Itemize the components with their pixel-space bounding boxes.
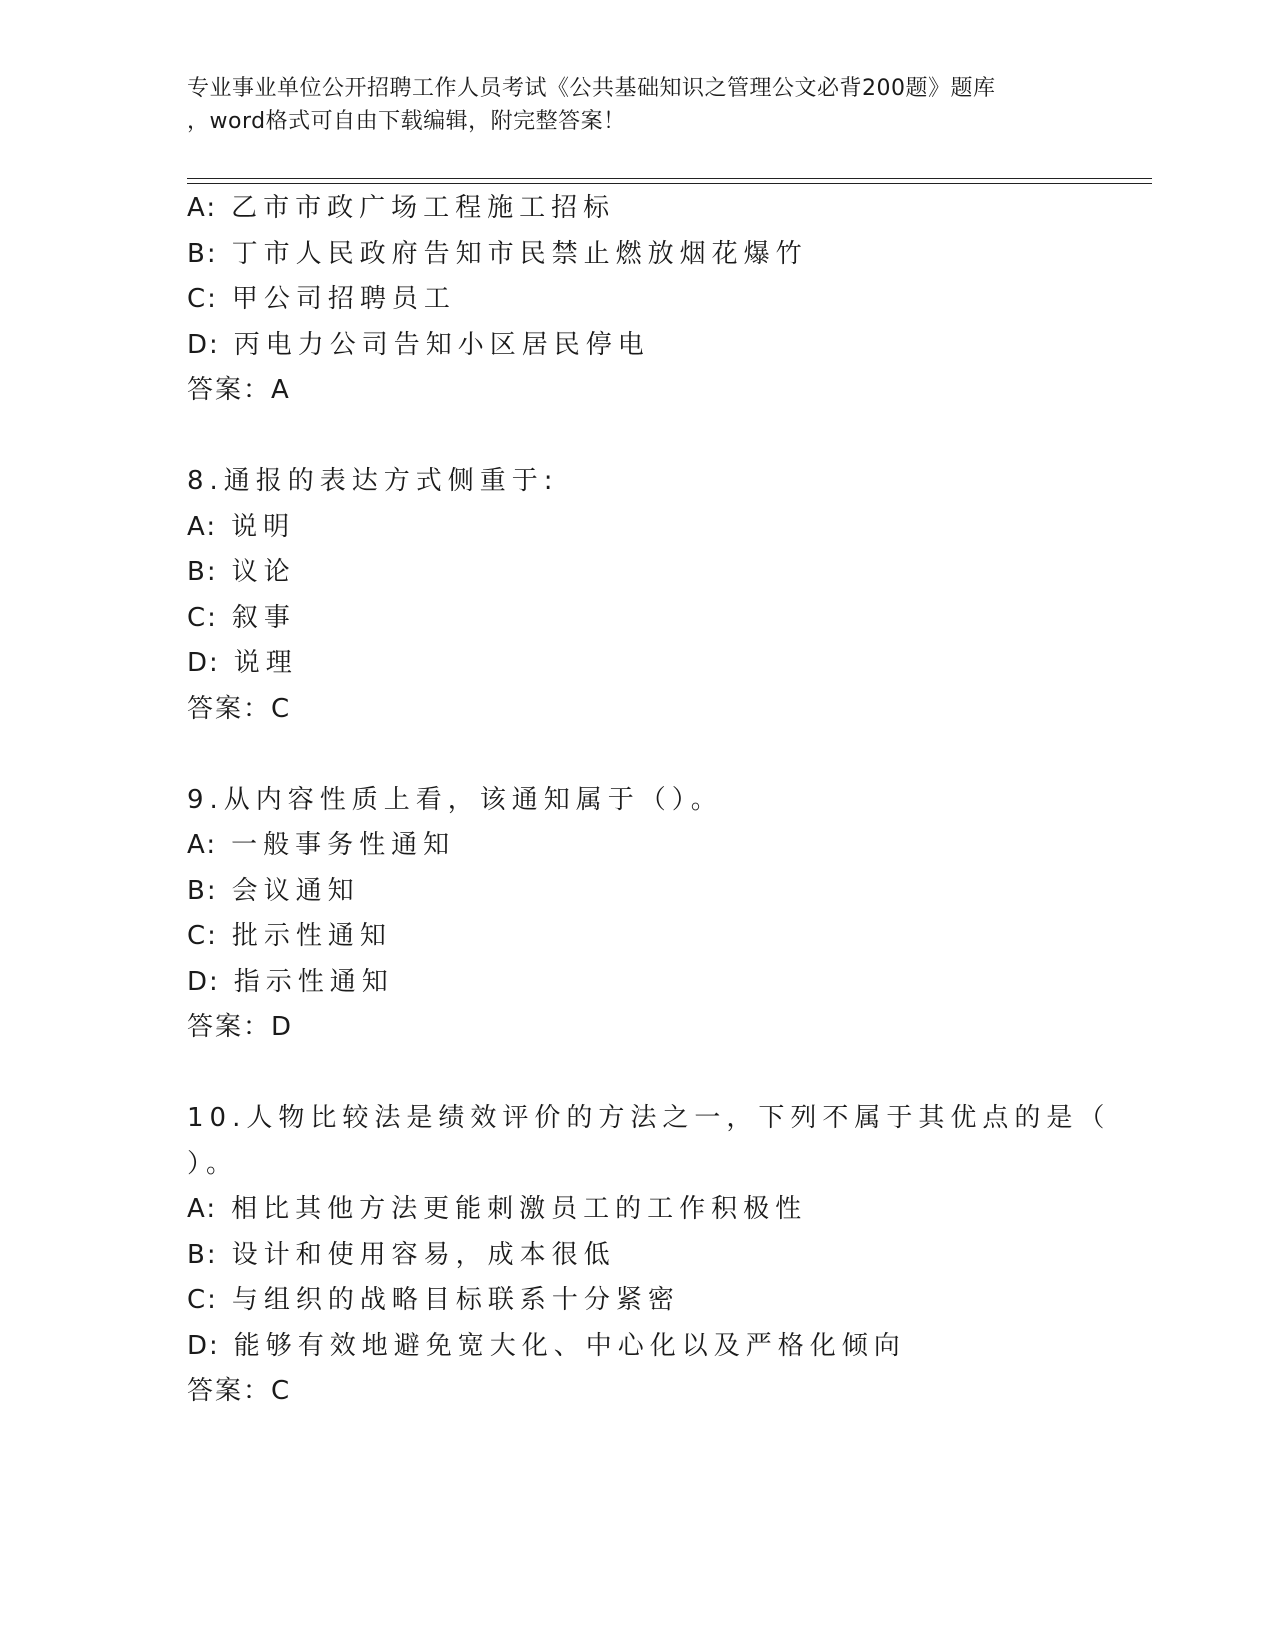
option-d: [187, 960, 1147, 1006]
question-block: [187, 459, 1147, 732]
answer-label: 答案：: [187, 1012, 272, 1042]
option-text: 设计和使用容易，成本很低: [231, 1239, 616, 1270]
option-a: [187, 823, 1147, 869]
option-letter: B:: [187, 557, 218, 587]
block-spacer: [187, 414, 1147, 460]
question-text: 9.从内容性质上看，该通知属于（）。: [187, 784, 723, 815]
answer-label: 答案：: [187, 1376, 272, 1406]
option-letter: C:: [187, 602, 218, 633]
option-d: [187, 323, 1147, 369]
question-block: [187, 1096, 1147, 1415]
option-letter: B:: [187, 238, 218, 269]
block-spacer: [187, 732, 1147, 778]
answer-line: [187, 368, 1147, 414]
option-letter: A:: [187, 1194, 218, 1224]
header-line-2: ，word格式可自由下载编辑，附完整答案！: [187, 109, 626, 134]
option-text: 批示性通知: [231, 921, 392, 951]
option-letter: B:: [187, 875, 218, 906]
answer-line: [187, 1369, 1147, 1415]
header-divider-bottom: [187, 183, 1152, 184]
option-text: 甲公司招聘员工: [231, 284, 456, 314]
question-list: [187, 186, 1147, 1415]
question-block: [187, 186, 1147, 414]
option-letter: A:: [187, 511, 218, 542]
option-a: [187, 505, 1147, 551]
option-letter: D:: [187, 329, 220, 360]
option-d: [187, 1324, 1147, 1370]
option-c: [187, 1278, 1147, 1324]
option-a: [187, 1187, 1147, 1233]
option-text: 指示性通知: [233, 966, 394, 997]
question-block: [187, 778, 1147, 1051]
answer-value: D: [271, 1012, 294, 1042]
answer-value: C: [271, 693, 292, 724]
option-letter: C:: [187, 284, 218, 314]
option-text: 能够有效地避免宽大化、中心化以及严格化倾向: [233, 1330, 906, 1361]
answer-value: C: [271, 1376, 292, 1406]
option-c: [187, 277, 1147, 323]
option-text: 会议通知: [231, 875, 360, 906]
option-letter: B:: [187, 1239, 218, 1270]
header-line-1: 专业事业单位公开招聘工作人员考试《公共基础知识之管理公文必背200题》题库: [187, 76, 996, 101]
document-header: [187, 72, 1107, 138]
option-letter: D:: [187, 1330, 220, 1361]
option-b: [187, 232, 1147, 278]
option-text: 叙事: [231, 602, 296, 633]
option-letter: C:: [187, 921, 218, 951]
option-text: 相比其他方法更能刺激员工的工作积极性: [231, 1194, 808, 1224]
option-d: [187, 641, 1147, 687]
option-text: 丙电力公司告知小区居民停电: [233, 329, 650, 360]
option-b: [187, 869, 1147, 915]
option-c: [187, 596, 1147, 642]
option-text: 与组织的战略目标联系十分紧密: [231, 1285, 680, 1315]
option-letter: D:: [187, 966, 220, 997]
header-divider-top: [187, 178, 1152, 179]
question-text: 10.人物比较法是绩效评价的方法之一，下列不属于其优点的是（: [187, 1103, 1111, 1133]
option-text: 说明: [231, 511, 296, 542]
question-text: 8.通报的表达方式侧重于:: [187, 466, 559, 496]
option-letter: D:: [187, 648, 220, 678]
block-spacer: [187, 1051, 1147, 1097]
answer-label: 答案：: [187, 375, 272, 405]
option-b: [187, 1233, 1147, 1279]
question-text-continued: ）。: [187, 1148, 239, 1179]
option-text: 议论: [231, 557, 296, 587]
answer-line: [187, 1005, 1147, 1051]
option-text: 一般事务性通知: [231, 830, 456, 860]
option-letter: C:: [187, 1285, 218, 1315]
option-b: [187, 550, 1147, 596]
option-c: [187, 914, 1147, 960]
option-a: [187, 186, 1147, 232]
option-text: 说理: [233, 648, 298, 678]
option-text: 丁市人民政府告知市民禁止燃放烟花爆竹: [231, 238, 808, 269]
option-text: 乙市市政广场工程施工招标: [231, 193, 616, 223]
answer-line: [187, 687, 1147, 733]
answer-label: 答案：: [187, 693, 272, 724]
option-letter: A:: [187, 193, 218, 223]
option-letter: A:: [187, 830, 218, 860]
answer-value: A: [271, 375, 291, 405]
